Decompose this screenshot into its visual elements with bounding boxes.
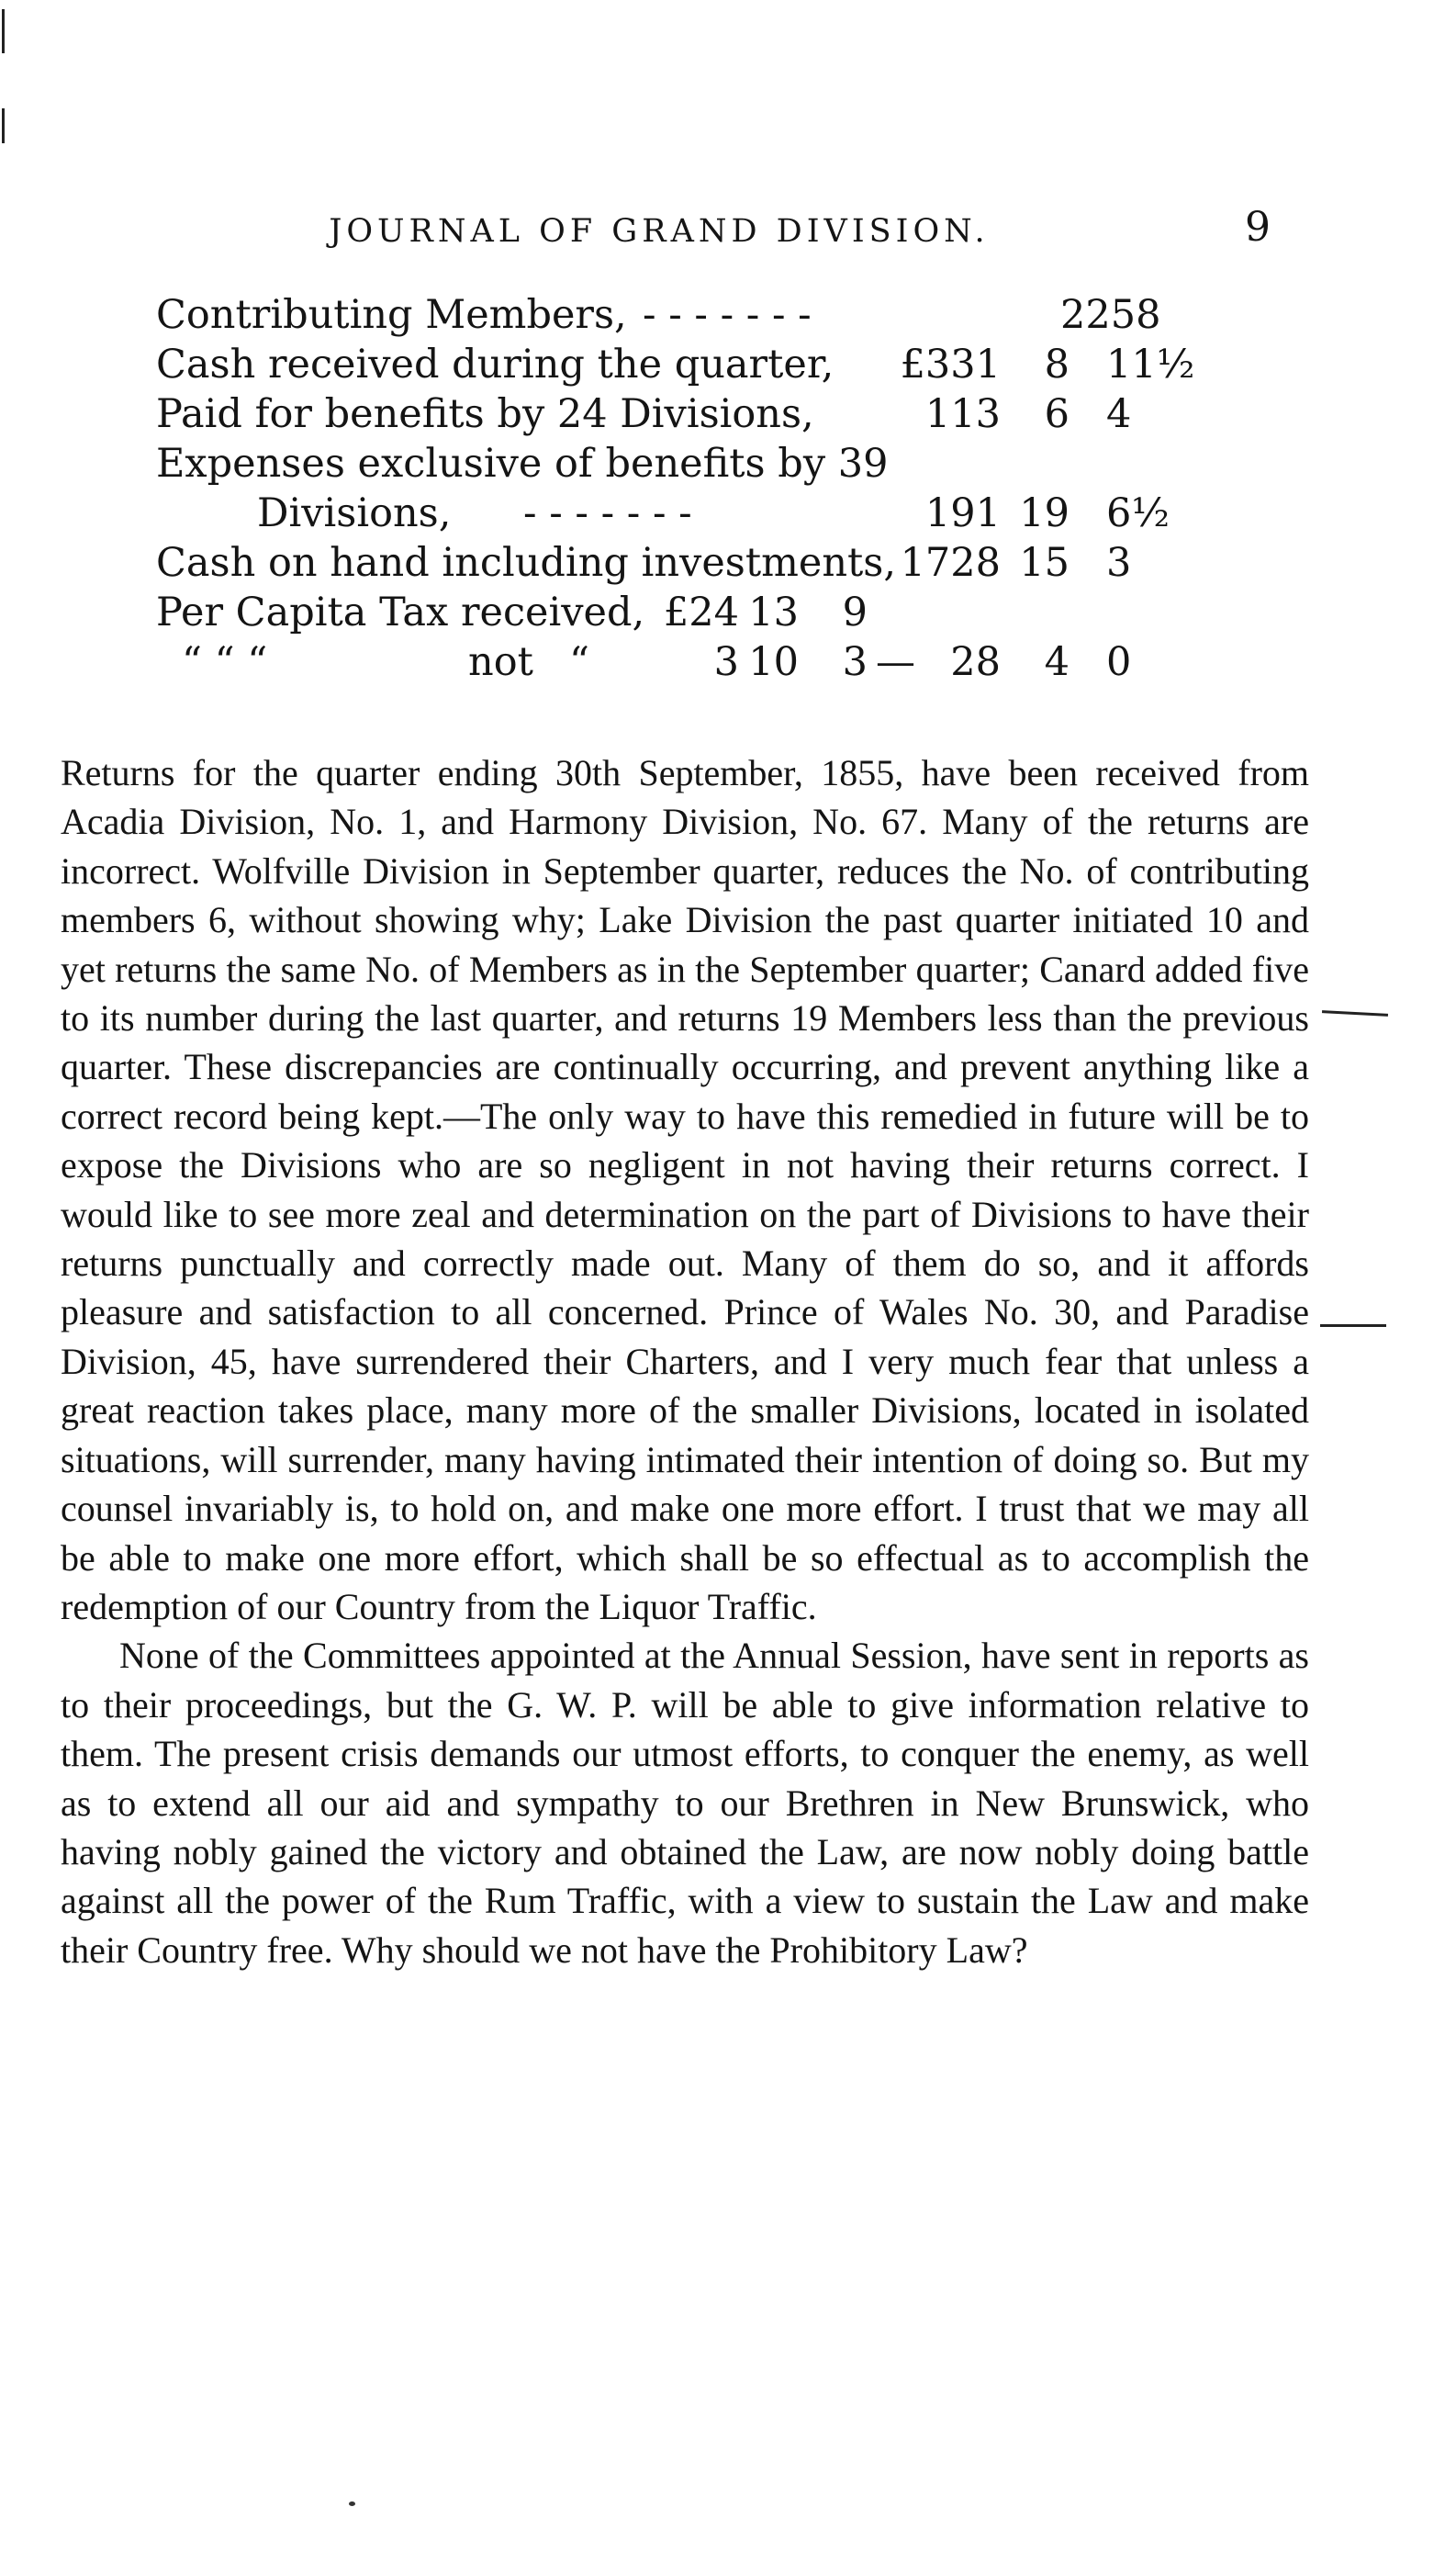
stats-label: Cash received during the quarter,: [156, 342, 834, 388]
margin-mark: [1322, 1010, 1388, 1017]
stats-shillings: 15: [1019, 540, 1070, 586]
stats-pounds: £24: [663, 590, 739, 635]
stats-ditto: “: [569, 639, 589, 685]
stats-label: Divisions,: [257, 490, 452, 536]
margin-mark: [1320, 1324, 1386, 1327]
stats-row-expenses: [156, 490, 1239, 540]
stats-pence: 4: [1106, 391, 1132, 437]
stats-label: Contributing Members,: [156, 292, 627, 338]
stats-pounds: 113: [924, 391, 1001, 437]
stats-row-cash-on-hand: [156, 540, 1239, 590]
stats-row-capita-received: [156, 590, 1239, 639]
stats-row-expenses-label: [156, 441, 1239, 490]
stats-leader: - - - - - - -: [643, 292, 812, 338]
stats-shillings: 6: [1044, 391, 1070, 437]
page-number: 9: [1245, 204, 1271, 251]
scan-edge-mark: [2, 108, 5, 143]
stats-label: Paid for benefits by 24 Divisions,: [156, 391, 814, 437]
stats-pence: 3: [1106, 540, 1132, 586]
stats-row-contributing-members: [156, 292, 1239, 342]
scan-edge-mark: [2, 9, 5, 53]
stats-pounds: 191: [924, 490, 1001, 536]
stats-pence: 3: [842, 639, 868, 685]
stats-dash: —: [876, 639, 915, 685]
stats-pounds: 3: [713, 639, 739, 685]
stats-pence: 11½: [1106, 342, 1195, 388]
stats-label: Expenses exclusive of benefits by 39: [156, 441, 889, 487]
stats-value: 2258: [1060, 292, 1161, 338]
paragraph: None of the Committees appointed at the Annual Session, have sent in reports as to their proceedings, but the G. W. P. will be able to give information relative to them. The present crisis demands our utmost efforts, to conquer the enemy, as well as to extend all our aid and sympathy to our Brethren in New Brunswick, who having nobly gained the victory and obtained the Law, are now nobly doing battle against all the power of the Rum Traffic, with a view to sustain the Law and make their Country free. Why should we not have the Prohibitory Law?: [61, 1635, 1309, 1971]
ink-speck: [349, 2501, 355, 2506]
stats-shillings: 13: [748, 590, 799, 635]
running-header: JOURNAL OF GRAND DIVISION.: [329, 213, 990, 250]
stats-row-paid-benefits: [156, 391, 1239, 441]
stats-pence: 6½: [1106, 490, 1170, 536]
stats-pounds: 1728: [900, 540, 1001, 586]
stats-shillings: 19: [1019, 490, 1070, 536]
stats-label: not: [468, 639, 533, 685]
paragraph: Returns for the quarter ending 30th September, 1855, have been received from Acadia Division, No. 1, and Harmony Division, No. 67. Many of the returns are incorrect. Wolfville Division in September quarter, reduces the No. of contributing members 6, without showing why; Lake Division the past quarter initiated 10 and yet returns the same No. of Members as in the September quarter; Canard added five to its number during the last quarter, and returns 19 Members less than the previous quarter. These discrepancies are continually occurring, and prevent anything like a correct record being kept.—The only way to have this remedied in future will be to expose the Divisions who are so negligent in not having their returns correct. I would like to see more zeal and determination on the part of Divisions to have their returns punctually and correctly made out. Many of them do so, and it affords pleasure and satisfaction to all concerned. Prince of Wales No. 30, and Paradise Division, 45, have surrendered their Charters, and I very much fear that unless a great reaction takes place, many more of the smaller Divisions, located in isolated situations, will surrender, many having intimated their intention of doing so. But my counsel invariably is, to hold on, and make one more effort. I trust that we may all be able to make one more effort, which shall be so effectual as to accomplish the redemption of our Country from the Liquor Traffic.: [61, 752, 1309, 1627]
stats-leader: - - - - - - -: [523, 490, 692, 536]
stats-shillings: 10: [748, 639, 799, 685]
stats-label: Cash on hand including investments,: [156, 540, 897, 586]
body-text: [61, 748, 1309, 1974]
statistics-table: [156, 292, 1239, 689]
stats-total-pence: 0: [1106, 639, 1132, 685]
stats-label: Per Capita Tax received,: [156, 590, 645, 635]
stats-total-shillings: 4: [1044, 639, 1070, 685]
stats-row-cash-received: [156, 342, 1239, 391]
stats-pounds: £331: [900, 342, 1001, 388]
stats-total-pounds: 28: [950, 639, 1001, 685]
stats-row-capita-not-received: [156, 639, 1239, 689]
stats-ditto: “ “ “: [182, 639, 268, 685]
stats-shillings: 8: [1044, 342, 1070, 388]
stats-pence: 9: [842, 590, 868, 635]
